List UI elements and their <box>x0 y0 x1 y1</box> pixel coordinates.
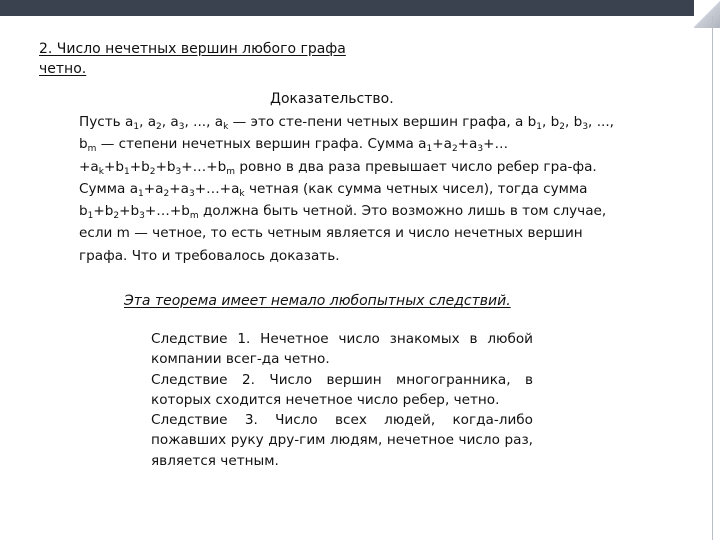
proof-text: +…+a <box>194 180 240 197</box>
corollary-intro: Эта теорема имеет немало любопытных следствий. <box>124 293 511 309</box>
subscript: 3 <box>477 144 484 155</box>
proof-text: , b <box>542 114 560 130</box>
proof-text: , b <box>565 114 583 130</box>
subscript: 1 <box>426 144 433 155</box>
subscript: m <box>189 211 199 222</box>
proof-text: должна быть четной. Это возможно лишь в том случае, если m — четное, то есть четным является и число нечетных вершин графа. Что и требовалось доказать. <box>79 203 607 264</box>
proof-text: четная (как сумма четных чисел), тогда сумма b <box>79 180 588 220</box>
subscript: 1 <box>138 188 144 199</box>
proof-text: +a <box>457 136 478 153</box>
proof-heading: Доказательство. <box>270 91 394 107</box>
proof-text: — степени нечетных вершин графа. Сумма a <box>96 136 427 153</box>
subscript: 2 <box>451 144 458 155</box>
subscript: 2 <box>163 188 170 199</box>
subscript: k <box>223 122 229 132</box>
subscript: k <box>98 166 104 177</box>
subscript: 3 <box>139 211 145 222</box>
corollary-3: Следствие 3. Число всех людей, когда-либо пожавших руку дру-гим людям, нечетное число раз, является четным. <box>151 412 533 469</box>
proof-text: , a <box>161 114 179 130</box>
subscript: 3 <box>582 122 589 132</box>
subscript: 1 <box>133 122 140 132</box>
proof-text: +a <box>143 180 164 197</box>
subscript: 3 <box>175 166 182 177</box>
subscript: 1 <box>123 166 130 177</box>
proof-text: +b <box>155 158 176 175</box>
proof-text: +…+a <box>79 136 509 175</box>
proof-text: — это сте-пени четных вершин графа, а b <box>228 114 537 130</box>
corollary-1: Следствие 1. Нечетное число знакомых в любой компании всег-да четно. <box>151 331 533 368</box>
subscript: m <box>87 144 97 155</box>
proof-text: +b <box>129 158 150 175</box>
subscript: 2 <box>113 211 120 222</box>
proof-text: +b <box>93 203 114 220</box>
proof-text: +…+b <box>144 203 190 220</box>
subscript: 3 <box>188 188 195 199</box>
proof-text: , ..., b <box>79 114 614 153</box>
proof-text: +b <box>103 158 124 175</box>
subscript: 1 <box>536 122 543 132</box>
theorem-title-text: 2. Число нечетных вершин любого графа четно. <box>39 41 346 77</box>
slide-top-bar <box>0 0 720 16</box>
proof-text: Пусть a <box>79 114 134 130</box>
proof-body <box>79 111 627 267</box>
proof-text: +a <box>432 136 452 153</box>
subscript: k <box>239 188 245 199</box>
subscript: 1 <box>87 211 94 222</box>
corollary-2: Следствие 2. Число вершин многогранника, в которых сходится нечетное число ребер, четно. <box>151 371 533 408</box>
proof-text: , a <box>139 114 157 130</box>
proof-text: +a <box>169 180 189 197</box>
subscript: 2 <box>149 166 156 177</box>
corollary-list <box>151 329 533 471</box>
proof-text: +…+b <box>181 158 227 175</box>
proof-text: ровно в два раза превышает число ребер гра-фа. Сумма a <box>79 158 597 197</box>
subscript: 2 <box>559 122 566 132</box>
subscript: 2 <box>156 122 162 132</box>
subscript: m <box>226 166 236 177</box>
proof-text: , ..., a <box>184 114 224 130</box>
theorem-title <box>39 39 379 79</box>
proof-text: +b <box>119 203 140 220</box>
subscript: 3 <box>178 122 185 132</box>
